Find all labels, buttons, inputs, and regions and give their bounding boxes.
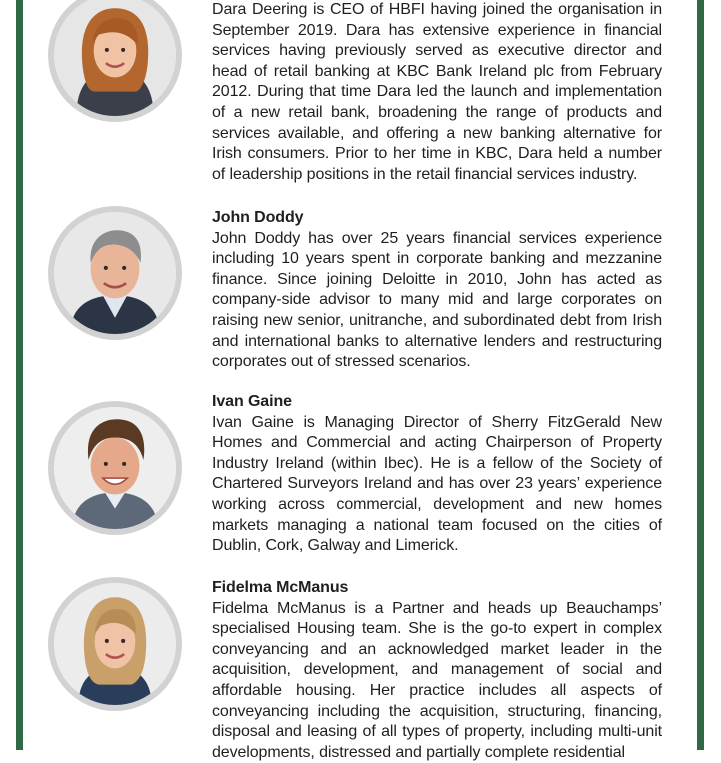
page-border-left: [16, 0, 23, 750]
profile-photo: [48, 0, 182, 122]
profile-text: [212, 392, 662, 557]
profile-photo: [48, 401, 182, 535]
profile-bio: John Doddy has over 25 years financial services experience including 10 years spent in corporate banking and mezzanine finance. Since joining Deloitte in 2010, John has acted as company-side advisor to many mid and large corporates on raising new senior, unitranche, and subordinated debt from Irish and international banks to alternative lenders and restructuring corporates out of stressed scenarios.: [212, 229, 662, 371]
woman-portrait-icon: [54, 0, 176, 116]
woman-portrait-icon: [54, 583, 176, 705]
page-border-right: [697, 0, 704, 750]
man-portrait-icon: [54, 212, 176, 334]
man-portrait-icon: [54, 407, 176, 529]
profile-photo: [48, 206, 182, 340]
profile-bio: Ivan Gaine is Managing Director of Sherry FitzGerald New Homes and Commercial and acting Chairperson of Property Industry Ireland (within Ibec). He is a fellow of the Society of Chartered Surveyors Ireland and has over 23 years’ experience working across commercial, development and new homes markets managing a national team focused on the cities of Dublin, Cork, Galway and Limerick.: [212, 413, 662, 555]
profile-name: Fidelma McManus: [212, 579, 349, 596]
profile-bio: Fidelma McManus is a Partner and heads up Beauchamps’ specialised Housing team. She is the go-to expert in complex conveyancing and an acknowledged market leader in the acquisition, development, and management of social and affordable housing. Her practice includes all aspects of conveyancing including the acquisition, structuring, financing, disposal and leasing of all types of property, including multi-unit developments, distressed and partially complete residential: [212, 599, 662, 761]
profile-name: Ivan Gaine: [212, 393, 292, 410]
profile-bio: Dara Deering is CEO of HBFI having joined the organisation in September 2019. Dara has extensive experience in financial services having previously served as executive director and head of retail banking at KBC Bank Ireland plc from February 2012. During that time Dara led the launch and implementation of a new retail bank, broadening the range of products and services available, and offering a new banking alternative for Irish consumers. Prior to her time in KBC, Dara held a number of leadership positions in the retail financial services industry.: [212, 1, 662, 183]
profile-text: [212, 578, 662, 763]
profile-name: John Doddy: [212, 209, 304, 226]
profile-text: [212, 208, 662, 373]
profile-text: [212, 0, 662, 185]
profile-photo: [48, 577, 182, 711]
